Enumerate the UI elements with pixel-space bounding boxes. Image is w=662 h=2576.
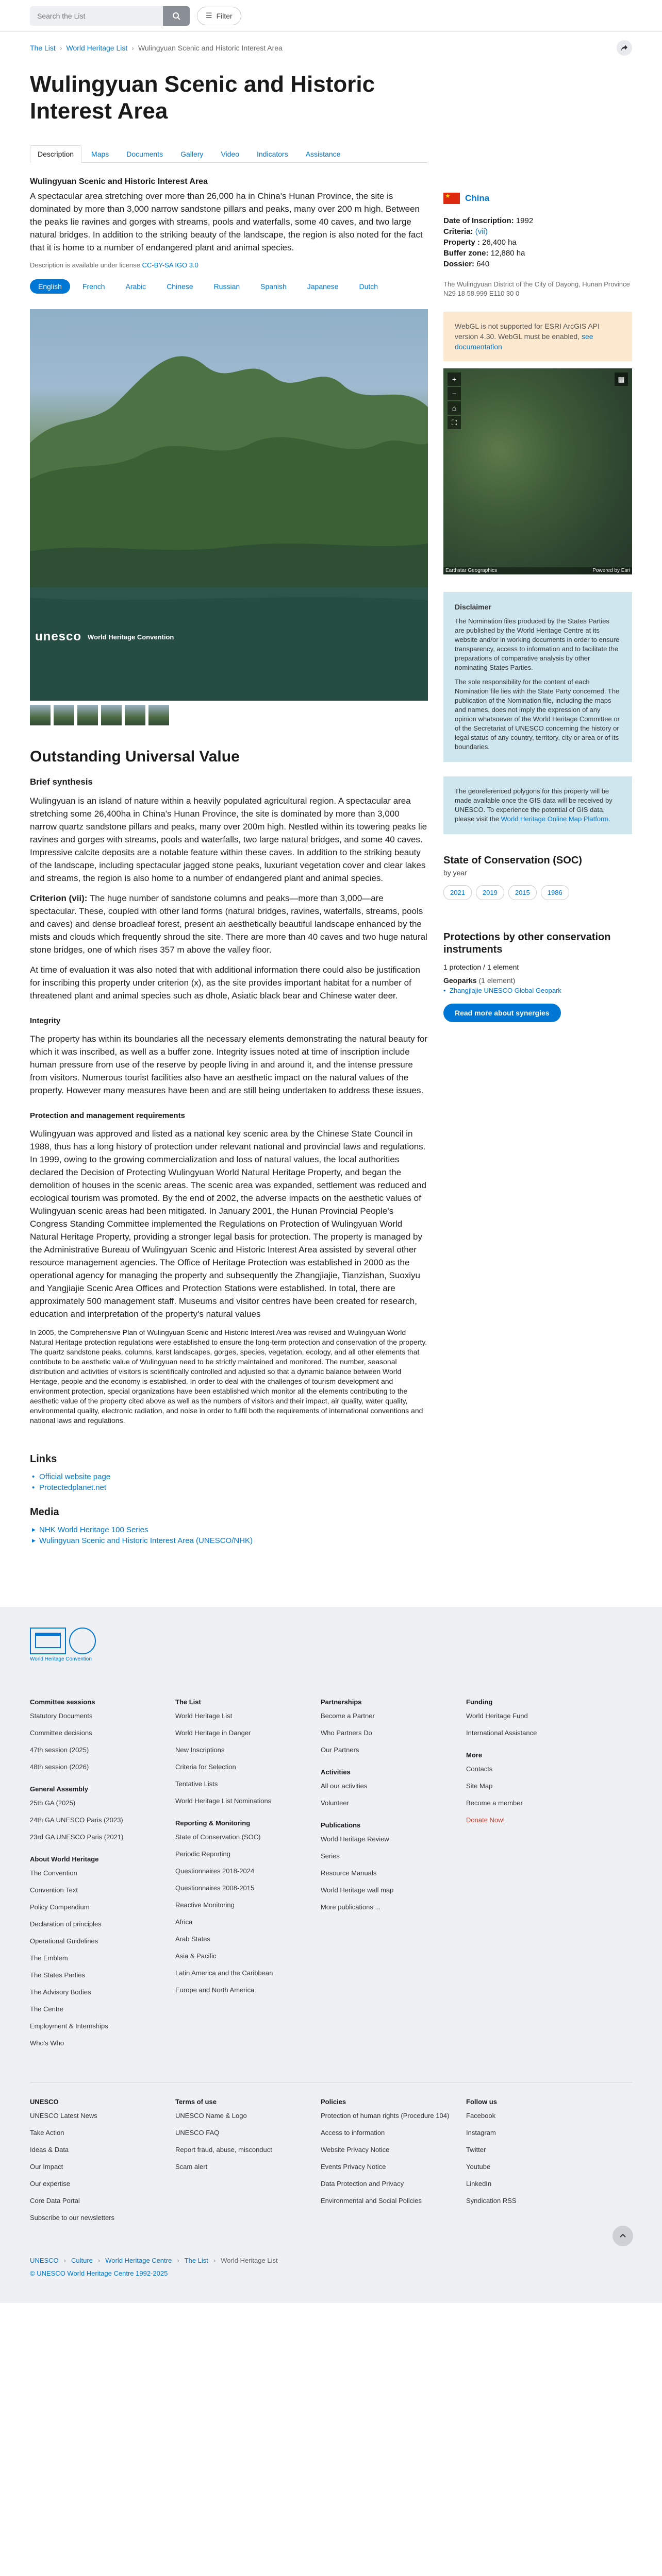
breadcrumb-separator: › (63, 2257, 66, 2264)
footer-section-heading: About World Heritage (30, 1855, 99, 1863)
gallery-thumbnail[interactable] (148, 705, 169, 725)
footer-link[interactable]: Operational Guidelines (30, 1937, 98, 1945)
search-icon (172, 12, 180, 20)
fact-inscription (443, 215, 632, 226)
footer-link[interactable]: More publications ... (321, 1903, 381, 1911)
footer-link[interactable]: Become a Partner (321, 1712, 375, 1720)
webgl-warning (443, 312, 632, 361)
fullscreen-icon[interactable]: ⛶ (448, 416, 461, 429)
footer-link[interactable]: Asia & Pacific (175, 1952, 217, 1960)
footer-link[interactable]: Become a member (466, 1799, 523, 1807)
documentation-link[interactable]: see documentation (455, 332, 593, 351)
integrity-paragraph: The property has within its boundaries all the necessary elements demonstrating the natural beauty for which it was inscribed, as well as a buffer zone. Integrity issues noted at time of inscription include human pressure from use of the reserve by people living in and around it, and the intense pressure from visitors. Numerous tourist facilities also have an aesthetic impact on the natural values of the property. However many measures have been and are still being undertaken to address these issues. (30, 1034, 428, 1095)
fact-buffer (443, 248, 632, 259)
footer-section-heading: Follow us (466, 2098, 497, 2106)
media-item (30, 1526, 428, 1534)
breadcrumb-bar (0, 32, 662, 64)
footer-link[interactable]: UNESCO Name & Logo (175, 2112, 247, 2120)
footer-link[interactable]: Europe and North America (175, 1986, 255, 1994)
footer-section-heading: Publications (321, 1821, 361, 1829)
lang-spanish[interactable]: Spanish (260, 282, 287, 291)
footer-link[interactable]: Scam alert (175, 2163, 208, 2171)
footer-logo[interactable] (30, 1607, 632, 1654)
lang-dutch[interactable]: Dutch (359, 282, 378, 291)
unesco-temple-icon (30, 1628, 66, 1654)
soc-year-button[interactable]: 2021 (443, 885, 472, 900)
footer-link[interactable]: Series (321, 1852, 340, 1860)
webgl-warning-text: WebGL is not supported for ESRI ArcGIS API version 4.30. WebGL must be enabled, (455, 322, 600, 341)
fact-dossier (443, 259, 632, 269)
lang-japanese[interactable]: Japanese (307, 282, 339, 291)
footer-link[interactable]: All our activities (321, 1782, 368, 1790)
breadcrumb-separator: › (97, 2257, 101, 2264)
footer-breadcrumb-item[interactable]: The List (184, 2257, 208, 2264)
breadcrumb-item[interactable]: The List (30, 44, 56, 52)
ouv-heading: Outstanding Universal Value (30, 748, 240, 765)
protection-heading: Protection and management requirements (30, 1111, 185, 1120)
fact-label: Criteria: (443, 227, 473, 236)
description-heading: Wulingyuan Scenic and Historic Interest Area (30, 177, 208, 186)
chevron-up-icon (619, 2232, 626, 2240)
footer-link[interactable]: The Centre (30, 2005, 64, 2013)
footer-link[interactable]: Questionnaires 2018-2024 (175, 1867, 255, 1875)
links-heading: Links (30, 1453, 57, 1465)
filter-icon: ☰ (206, 11, 212, 20)
soc-subheading: by year (443, 869, 467, 877)
footer-link[interactable]: World Heritage in Danger (175, 1729, 251, 1737)
link-item (30, 1483, 428, 1492)
gallery-thumbnail[interactable] (77, 705, 98, 725)
footer-breadcrumb-item[interactable]: World Heritage Centre (105, 2257, 172, 2264)
footer-section-heading: Committee sessions (30, 1698, 95, 1706)
media-item (30, 1536, 428, 1545)
fact-criteria (443, 226, 632, 237)
footer-link[interactable]: International Assistance (466, 1729, 537, 1737)
fact-label: Property : (443, 238, 480, 247)
hero-image[interactable] (30, 309, 428, 701)
footer-link[interactable]: Subscribe to our newsletters (30, 2214, 115, 2222)
footer-link[interactable]: Statutory Documents (30, 1712, 93, 1720)
country-row (443, 193, 632, 204)
breadcrumb-current: Wulingyuan Scenic and Historic Interest Area (138, 44, 283, 52)
copyright: © UNESCO World Heritage Centre 1992-2025 (30, 2269, 168, 2277)
footer-link[interactable]: 47th session (2025) (30, 1746, 89, 1754)
footer-link[interactable]: Syndication RSS (466, 2197, 517, 2205)
footer-section-heading: Partnerships (321, 1698, 362, 1706)
footer-breadcrumb-item[interactable]: World Heritage List (221, 2257, 278, 2264)
geoparks-label: Geoparks (443, 976, 477, 985)
brief-synthesis-heading: Brief synthesis (30, 777, 93, 787)
protections-count: 1 protection / 1 element (443, 963, 519, 971)
footer-bottom-columns (30, 2082, 632, 2231)
breadcrumb-separator: › (177, 2257, 179, 2264)
tab-bar (30, 145, 427, 163)
footer-link[interactable]: Donate Now! (466, 1816, 505, 1824)
footer-link[interactable]: Periodic Reporting (175, 1850, 230, 1858)
footer-link[interactable]: UNESCO Latest News (30, 2112, 97, 2120)
protection-paragraph: In 2005, the Comprehensive Plan of Wulingyuan Scenic and Historic Interest Area was revised and Wulingyuan World Natural Heritage protection regulations were established to ensure the long-term protection and conservation of the property. The quartz sandstone peaks, columns, karst landscapes, gorges, species, vegetation, ecology, and all other elements that contribute to be aesthetic value of Wulingyuan need to be strictly maintained and monitored. The number, seasonal distribution and activities of visitors is scientifically controlled and adjusted so that a dynamic balance between World Heritage, people and the economy is established. In order to deal with the challenges of tourism development and environment protection, special organizations have been established which monitor all the elements contributing to the aesthetic value of the property cited above as well as the numbers of visitors and their impact, air quality, water quality, environmental quality, electronic radiation, and noise in order to fulfil both the requirements of international conventions and national laws and regulations. (30, 1328, 427, 1425)
geopark-item (443, 987, 632, 994)
property-facts (443, 215, 632, 269)
fact-label: Date of Inscription: (443, 216, 514, 225)
property-map[interactable] (443, 368, 632, 574)
footer-link[interactable]: UNESCO FAQ (175, 2129, 220, 2137)
footer-link[interactable]: Site Map (466, 1782, 493, 1790)
footer-section-heading: The List (175, 1698, 201, 1706)
footer-section-heading: Reporting & Monitoring (175, 1819, 251, 1827)
integrity-heading: Integrity (30, 1016, 61, 1025)
gallery-thumbnail[interactable] (30, 705, 51, 725)
footer-link[interactable]: Questionnaires 2008-2015 (175, 1884, 255, 1892)
criterion-label: Criterion (vii): (30, 893, 88, 903)
soc-year-button[interactable]: 1986 (541, 885, 569, 900)
footer-link[interactable]: Youtube (466, 2163, 491, 2171)
home-icon[interactable]: ⌂ (448, 401, 461, 415)
footer-column (30, 1698, 175, 2056)
footer-link[interactable]: Data Protection and Privacy (321, 2180, 404, 2188)
tab-indicators[interactable]: Indicators (257, 150, 288, 158)
unesco-logo: unesco (35, 630, 82, 643)
footer-section-heading: Activities (321, 1768, 351, 1776)
filter-button[interactable] (197, 7, 241, 25)
criterion-paragraph (30, 892, 428, 956)
soc-heading: State of Conservation (SOC) (443, 855, 582, 866)
tab-maps[interactable]: Maps (91, 150, 109, 158)
geoparks-count: (1 element) (478, 976, 516, 985)
footer-section-heading: More (466, 1751, 483, 1759)
location-text: The Wulingyuan District of the City of Dayong, Hunan Province (443, 280, 630, 288)
footer-link[interactable]: Policy Compendium (30, 1903, 90, 1911)
footer-link[interactable]: Employment & Internships (30, 2022, 108, 2030)
footer-link[interactable]: Take Action (30, 2129, 64, 2137)
footer-link[interactable]: Volunteer (321, 1799, 349, 1807)
footer-link[interactable]: The Convention (30, 1869, 77, 1877)
footer-column (175, 2098, 321, 2231)
footer-link[interactable]: Access to information (321, 2129, 385, 2137)
protection-paragraph: Wulingyuan was approved and listed as a national key scenic area by the Chinese State Council in 1988, thus has a long history of protection under relevant national and provincial laws and regulations. In 1999, owing to the growing commercialization and loss of natural values, the local authorities declared the Decision of Protecting Wulingyuan World Natural Heritage Property, and began the demolition of houses in the scenic areas. The scenic area was expanded, settlement was reduced and ecological tourism was promoted. By the end of 2002, the adverse impacts on the aesthetic values of Wulingyuan scenic areas had been mitigated. In January 2001, the Hunan Provincial People's Congress Standing Committee implemented the Regulations on Protection of Wulingyuan World Natural Heritage Property, providing a stronger legal basis for protection. The property is managed by the Administrative Bureau of Wulingyuan Scenic and Historic Interest Area assisted by several other resource management agencies. The Office of Heritage Protection was established in 2000 as the operational agency for managing the property and subsequently the Zhangjiajie, Tianzishan, Suoxiyu and Yangjiajie Scenic Area Offices and Protection Stations were established. In total, there are approximately 500 management staff. Museums and visitor centres have been created for research, education and interpretation of the property's natural values (30, 1129, 426, 1319)
gallery-thumbnails (30, 705, 428, 725)
top-bar (0, 0, 662, 32)
footer-link[interactable]: Africa (175, 1918, 193, 1926)
link-item (30, 1472, 428, 1481)
short-description (30, 177, 428, 269)
search-button[interactable] (163, 6, 190, 26)
gis-note (443, 776, 632, 834)
online-map-platform-link[interactable]: World Heritage Online Map Platform. (501, 815, 610, 823)
footer-link[interactable]: Latin America and the Caribbean (175, 1969, 273, 1977)
footer-link[interactable]: New Inscriptions (175, 1746, 225, 1754)
footer-link[interactable]: Core Data Portal (30, 2197, 80, 2205)
breadcrumb-separator: › (131, 44, 134, 52)
footer-link[interactable]: Contacts (466, 1765, 493, 1773)
footer-link[interactable]: Twitter (466, 2146, 486, 2154)
description-text: A spectacular area stretching over more than 26,000 ha in China's Hunan Province, the site is dominated by more than 3,000 narrow sandstone pillars and peaks, many over 200 m high. Between the peaks lie ravines and gorges with streams, pools and waterfalls, some 40 caves, and two large natural bridges. In addition to the striking beauty of the landscape, the region is also noted for the fact that it is home to a number of endangered plant and animal species. (30, 191, 423, 252)
soc-year-button[interactable]: 2019 (476, 885, 504, 900)
footer-link[interactable]: 48th session (2026) (30, 1763, 89, 1771)
footer-columns (30, 1698, 632, 2056)
disclaimer-text: The sole responsibility for the content of each Nomination file lies with the State Party concerned. The publication of the Nomination file, including the maps and names, does not imply the expression of any opinion whatsoever of the World Heritage Committee or of the Secretariat of UNESCO concerning the history or legal status of any country, territory, city or area or of its boundaries. (455, 678, 620, 751)
footer-link[interactable]: Tentative Lists (175, 1780, 218, 1788)
filter-label: Filter (216, 11, 233, 20)
map-attribution (443, 567, 632, 574)
breadcrumb-separator: › (59, 44, 62, 52)
footer-link[interactable]: The Emblem (30, 1954, 68, 1962)
disclaimer-box (443, 592, 632, 762)
zoom-in-icon[interactable]: + (448, 372, 461, 386)
gallery-thumbnail[interactable] (125, 705, 145, 725)
china-flag-icon (443, 193, 460, 204)
footer-link[interactable]: World Heritage wall map (321, 1886, 394, 1894)
footer-column (466, 1698, 611, 2056)
gallery-thumbnail[interactable] (101, 705, 122, 725)
footer-link[interactable]: The States Parties (30, 1971, 85, 1979)
fact-label: Buffer zone: (443, 249, 489, 258)
page-title: Wulingyuan Scenic and Historic Interest Area (30, 72, 375, 124)
language-switcher (30, 279, 428, 294)
footer-link[interactable]: World Heritage Review (321, 1835, 389, 1843)
lang-chinese[interactable]: Chinese (167, 282, 193, 291)
tab-gallery[interactable]: Gallery (180, 150, 204, 158)
footer-link[interactable]: Events Privacy Notice (321, 2163, 386, 2171)
footer-section-heading: Policies (321, 2098, 346, 2106)
lang-french[interactable]: French (82, 282, 105, 291)
site-footer (0, 1607, 662, 2303)
footer-section-heading: General Assembly (30, 1785, 88, 1793)
tab-video[interactable]: Video (221, 150, 239, 158)
footer-section-heading: Terms of use (175, 2098, 217, 2106)
footer-breadcrumb (30, 2257, 632, 2264)
gis-note-text: The georeferenced polygons for this property will be made available once the GIS data will be received by UNESCO. To experience the potential of GIS data, please visit the (455, 787, 613, 823)
search-box (30, 6, 190, 26)
map-credit-left: Earthstar Geographics (445, 568, 498, 573)
protectedplanet-link[interactable]: Protectedplanet.net (39, 1483, 107, 1492)
unesco-badge-label: World Heritage Convention (88, 633, 174, 641)
unesco-badge (30, 630, 174, 644)
coordinates: N29 18 58.999 E110 30 0 (443, 290, 520, 297)
soc-year-button[interactable]: 2015 (508, 885, 537, 900)
soc-years (443, 885, 632, 900)
disclaimer-text: The Nomination files produced by the States Parties are published by the World Heritage Centre at its website and/or in working documents in order to ensure transparency, access to information and to facilitate the preparations of comparative analysis by other nominating States Parties. (455, 617, 620, 671)
footer-link[interactable]: 24th GA UNESCO Paris (2023) (30, 1816, 123, 1824)
layers-icon[interactable]: ▤ (615, 372, 628, 386)
footer-link[interactable]: Criteria for Selection (175, 1763, 236, 1771)
media-link[interactable]: Wulingyuan Scenic and Historic Interest Area (UNESCO/NHK) (39, 1536, 253, 1545)
footer-link[interactable]: Website Privacy Notice (321, 2146, 390, 2154)
fact-property (443, 237, 632, 248)
license-link[interactable]: CC-BY-SA IGO 3.0 (142, 261, 198, 269)
breadcrumb (30, 44, 283, 52)
footer-column (466, 2098, 611, 2231)
tab-description[interactable]: Description (30, 145, 81, 163)
ouv-section (30, 748, 428, 1426)
criterion-text: The huge number of sandstone columns and peaks—more than 3,000—are spectacular. These, coupled with other land forms (natural bridges, ravines, waterfalls, streams, pools and caves) and dense broadleaf forest, present an aesthetically beautiful landscape enhanced by the mists and clouds which frequently shroud the site. There are more than 40 caves and two huge natural stone bridges, one of which rises 357 m above the valley floor. (30, 893, 427, 955)
protections-section (443, 931, 632, 1022)
sidebar (443, 163, 632, 1545)
ouv-paragraph: Wulingyuan is an island of nature within a heavily populated agricultural region. A spectacular area stretching some 26,400ha in China's Hunan Province, the site is dominated by more than 3,000 narrow quartz sandstone pillars and peaks, many over 200m high. Nestled within its towering peaks lie ravines and gorges with streams, pools and waterfalls, two large natural bridges, and some 40 caves. Impressive calcite deposits are a notable feature within these caves. In addition to the striking beauty of the landscape, including spectacular jagged stone peaks, luxuriant vegetation cover and clear lakes and streams, the region is also home to a number of endangered plant and animal species. (30, 796, 427, 883)
lang-english[interactable]: English (30, 279, 70, 294)
media-section (30, 1506, 428, 1545)
geopark-link[interactable]: Zhangjiajie UNESCO Global Geopark (450, 987, 561, 994)
geoparks-row (443, 976, 632, 985)
country-link[interactable]: China (465, 193, 490, 203)
links-section (30, 1453, 428, 1492)
footer-link[interactable]: Our Impact (30, 2163, 63, 2171)
footer-column (321, 2098, 466, 2231)
search-input[interactable] (30, 12, 163, 20)
footer-column (321, 1698, 466, 2056)
footer-link[interactable]: Who's Who (30, 2039, 64, 2047)
media-link[interactable]: NHK World Heritage 100 Series (39, 1526, 148, 1534)
map-credit-right: Powered by Esri (592, 568, 630, 573)
criteria-link[interactable]: (vii) (475, 227, 488, 236)
footer-section-heading: UNESCO (30, 2098, 59, 2106)
footer-link[interactable]: Reactive Monitoring (175, 1901, 235, 1909)
footer-link[interactable]: State of Conservation (SOC) (175, 1833, 261, 1841)
breadcrumb-separator: › (213, 2257, 216, 2264)
license-prefix: Description is available under license (30, 261, 140, 269)
footer-link[interactable]: Ideas & Data (30, 2146, 69, 2154)
footer-link[interactable]: Committee decisions (30, 1729, 92, 1737)
footer-link[interactable]: LinkedIn (466, 2180, 492, 2188)
footer-column (30, 2098, 175, 2231)
footer-link[interactable]: World Heritage List (175, 1712, 233, 1720)
footer-link[interactable]: Instagram (466, 2129, 496, 2137)
footer-tagline: World Heritage Convention (30, 1656, 92, 1662)
content-layout (0, 163, 662, 1545)
breadcrumb-item[interactable]: World Heritage List (66, 44, 128, 52)
location-info (443, 280, 632, 298)
footer-link[interactable]: Our Partners (321, 1746, 359, 1754)
footer-link[interactable]: Convention Text (30, 1886, 78, 1894)
fact-label: Dossier: (443, 260, 475, 268)
back-to-top-button[interactable] (613, 2226, 633, 2246)
lang-russian[interactable]: Russian (213, 282, 240, 291)
footer-breadcrumb-item[interactable]: Culture (71, 2257, 93, 2264)
share-icon (621, 44, 628, 52)
soc-section (443, 855, 632, 900)
footer-link[interactable]: 23rd GA UNESCO Paris (2021) (30, 1833, 124, 1841)
media-heading: Media (30, 1506, 59, 1518)
footer-link[interactable]: World Heritage List Nominations (175, 1797, 272, 1805)
synergies-button[interactable]: Read more about synergies (443, 1004, 561, 1022)
footer-breadcrumb-item[interactable]: UNESCO (30, 2257, 59, 2264)
tab-documents[interactable]: Documents (126, 150, 163, 158)
tab-assistance[interactable]: Assistance (305, 150, 341, 158)
footer-link[interactable]: Arab States (175, 1935, 210, 1943)
footer-link[interactable]: Environmental and Social Policies (321, 2197, 422, 2205)
protections-heading: Protections by other conservation instruments (443, 931, 611, 955)
ouv-paragraph: At time of evaluation it was also noted that with additional information there could also be justification for inscribing this property under criterion (x), as the site provides important habitat for a number of threatened plant and animal species such as dhole, Asiatic black bear and Chinese water deer. (30, 965, 420, 1001)
footer-link[interactable]: Protection of human rights (Procedure 104) (321, 2112, 450, 2120)
fact-value: 640 (476, 260, 490, 268)
lang-arabic[interactable]: Arabic (125, 282, 146, 291)
footer-link[interactable]: Report fraud, abuse, misconduct (175, 2146, 272, 2154)
fact-value: 26,400 ha (482, 238, 517, 247)
main-column (30, 163, 428, 1545)
footer-link[interactable]: 25th GA (2025) (30, 1799, 76, 1807)
footer-link[interactable]: Who Partners Do (321, 1729, 372, 1737)
fact-value: 12,880 ha (490, 249, 525, 258)
footer-link[interactable]: World Heritage Fund (466, 1712, 528, 1720)
official-website-link[interactable]: Official website page (39, 1472, 111, 1481)
gallery-thumbnail[interactable] (54, 705, 74, 725)
footer-link[interactable]: Our expertise (30, 2180, 71, 2188)
footer-link[interactable]: Declaration of principles (30, 1920, 102, 1928)
footer-link[interactable]: Resource Manuals (321, 1869, 377, 1877)
disclaimer-heading: Disclaimer (455, 603, 491, 611)
footer-section-heading: Funding (466, 1698, 493, 1706)
zoom-out-icon[interactable]: − (448, 387, 461, 400)
world-heritage-emblem-icon (69, 1628, 96, 1654)
share-button[interactable] (617, 40, 632, 56)
footer-link[interactable]: Facebook (466, 2112, 496, 2120)
fact-value: 1992 (516, 216, 534, 225)
footer-link[interactable]: The Advisory Bodies (30, 1988, 91, 1996)
license-note (30, 261, 428, 269)
footer-column (175, 1698, 321, 2056)
